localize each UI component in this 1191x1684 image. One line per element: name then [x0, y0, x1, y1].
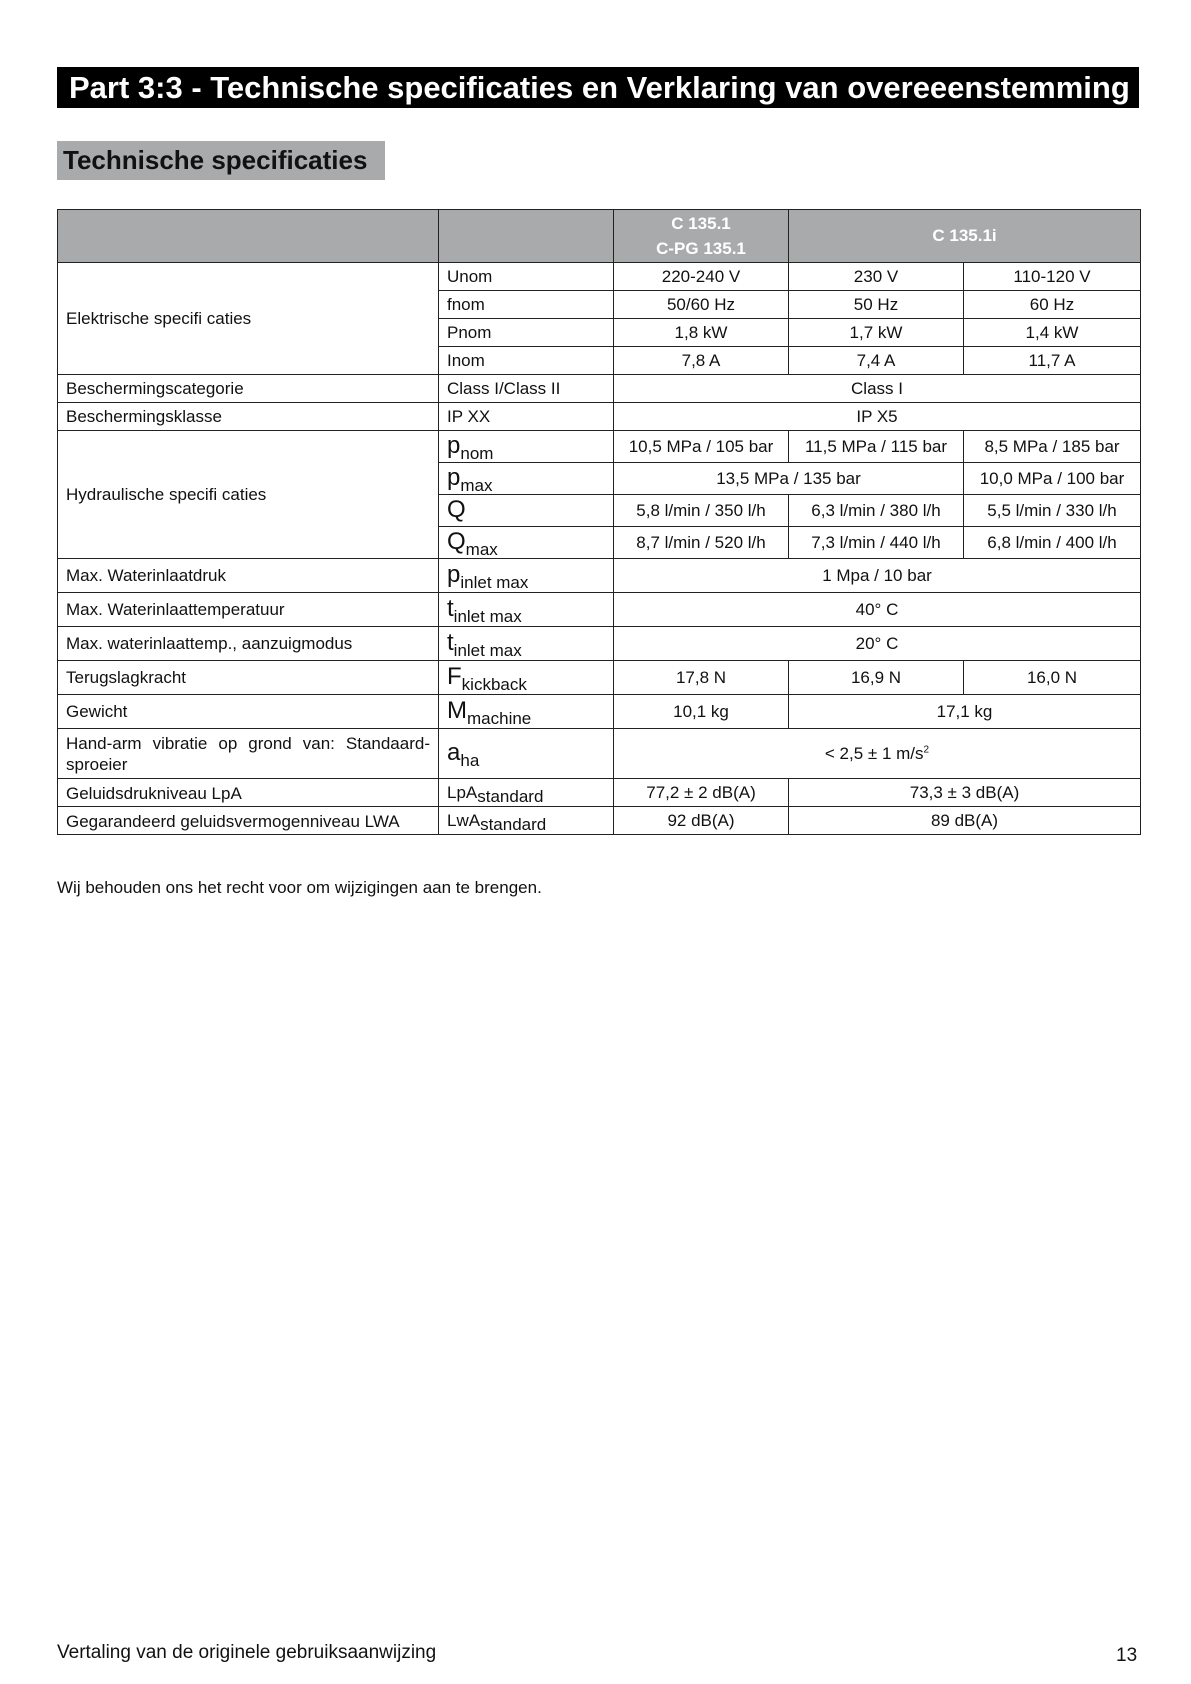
symbol-main: t: [447, 629, 454, 656]
symbol-subscript: inlet max: [453, 641, 522, 660]
header-model-line1: C 135.1: [671, 214, 731, 233]
symbol-main: LwA: [447, 811, 481, 830]
row-symbol: Pnom: [439, 319, 614, 347]
row-label: Max. Waterinlaattemperatuur: [58, 593, 439, 627]
cell-value: [614, 729, 1141, 779]
symbol-main: Q: [447, 496, 466, 523]
cell-value: 220-240 V: [614, 263, 789, 291]
row-symbol: [439, 463, 614, 495]
row-symbol: [439, 661, 614, 695]
table-row: [58, 807, 1141, 835]
cell-value: 8,5 MPa / 185 bar: [964, 431, 1141, 463]
table-row: [58, 729, 1141, 779]
cell-value: 110-120 V: [964, 263, 1141, 291]
symbol-subscript: inlet max: [453, 607, 522, 626]
row-label: Elektrische specifi caties: [58, 263, 439, 375]
page-number: 13: [1116, 1645, 1138, 1666]
vibration-exponent: 2: [923, 743, 930, 755]
cell-value: 13,5 MPa / 135 bar: [614, 463, 964, 495]
spec-table: [57, 209, 1141, 835]
symbol-subscript: standard: [477, 787, 544, 806]
cell-value: 1,8 kW: [614, 319, 789, 347]
cell-value: 5,5 l/min / 330 l/h: [964, 495, 1141, 527]
row-symbol: IP XX: [439, 403, 614, 431]
cell-value: 16,9 N: [789, 661, 964, 695]
cell-value: 7,8 A: [614, 347, 789, 375]
cell-value: 5,8 l/min / 350 l/h: [614, 495, 789, 527]
symbol-main: t: [447, 595, 454, 622]
symbol-subscript: inlet max: [460, 573, 529, 592]
symbol-main: a: [447, 739, 461, 766]
cell-value: 11,7 A: [964, 347, 1141, 375]
header-model-c135-1i: C 135.1i: [789, 210, 1141, 263]
table-row: [58, 593, 1141, 627]
section-heading: Technische specificaties: [57, 141, 385, 180]
symbol-subscript: ha: [460, 751, 480, 770]
symbol-subscript: machine: [467, 709, 532, 728]
cell-value: 50 Hz: [789, 291, 964, 319]
table-row: [58, 695, 1141, 729]
symbol-subscript: max: [465, 540, 498, 559]
cell-value: 7,4 A: [789, 347, 964, 375]
table-row: [58, 627, 1141, 661]
row-symbol: [439, 627, 614, 661]
cell-value: Class I: [614, 375, 1141, 403]
row-symbol: [439, 495, 614, 527]
cell-value: IP X5: [614, 403, 1141, 431]
cell-value: 10,0 MPa / 100 bar: [964, 463, 1141, 495]
row-label: Gewicht: [58, 695, 439, 729]
row-label: Hand-arm vibratie op grond van: Standaard-sproeier: [58, 729, 439, 779]
disclaimer-note: Wij behouden ons het recht voor om wijzigingen aan te brengen.: [57, 878, 542, 897]
header-model-line2: C-PG 135.1: [656, 239, 746, 258]
cell-value: 50/60 Hz: [614, 291, 789, 319]
symbol-subscript: nom: [460, 444, 494, 463]
cell-value: 20° C: [614, 627, 1141, 661]
symbol-main: p: [447, 561, 461, 588]
table-header-row: [58, 210, 1141, 263]
table-row: [58, 779, 1141, 807]
cell-value: 17,8 N: [614, 661, 789, 695]
row-symbol: [439, 527, 614, 559]
cell-value: 7,3 l/min / 440 l/h: [789, 527, 964, 559]
row-label: Max. waterinlaattemp., aanzuigmodus: [58, 627, 439, 661]
cell-value: 92 dB(A): [614, 807, 789, 835]
symbol-subscript: kickback: [461, 675, 527, 694]
row-symbol: [439, 593, 614, 627]
row-symbol: [439, 729, 614, 779]
cell-value: 230 V: [789, 263, 964, 291]
row-symbol: Inom: [439, 347, 614, 375]
symbol-main: F: [447, 663, 462, 690]
cell-value: 73,3 ± 3 dB(A): [789, 779, 1141, 807]
cell-value: 11,5 MPa / 115 bar: [789, 431, 964, 463]
symbol-main: Q: [447, 528, 466, 555]
cell-value: 89 dB(A): [789, 807, 1141, 835]
table-row: [58, 559, 1141, 593]
symbol-subscript: max: [460, 476, 493, 495]
header-empty-desc: [58, 210, 439, 263]
table-row: [58, 403, 1141, 431]
cell-value: 6,8 l/min / 400 l/h: [964, 527, 1141, 559]
row-label: Geluidsdrukniveau LpA: [58, 779, 439, 807]
symbol-main: p: [447, 432, 461, 459]
table-row: [58, 431, 1141, 463]
row-symbol: [439, 559, 614, 593]
symbol-main: p: [447, 464, 461, 491]
header-empty-symbol: [439, 210, 614, 263]
row-label: Hydraulische specifi caties: [58, 431, 439, 559]
table-row: [58, 375, 1141, 403]
row-symbol: fnom: [439, 291, 614, 319]
cell-value: 1 Mpa / 10 bar: [614, 559, 1141, 593]
cell-value: 10,1 kg: [614, 695, 789, 729]
symbol-main: M: [447, 697, 467, 724]
cell-value: 1,4 kW: [964, 319, 1141, 347]
cell-value: 16,0 N: [964, 661, 1141, 695]
symbol-subscript: standard: [480, 815, 547, 834]
cell-value: 10,5 MPa / 105 bar: [614, 431, 789, 463]
row-symbol: [439, 779, 614, 807]
cell-value: 77,2 ± 2 dB(A): [614, 779, 789, 807]
row-label: Terugslagkracht: [58, 661, 439, 695]
cell-value: 60 Hz: [964, 291, 1141, 319]
row-symbol: [439, 695, 614, 729]
cell-value: 1,7 kW: [789, 319, 964, 347]
cell-value: 17,1 kg: [789, 695, 1141, 729]
table-row: [58, 661, 1141, 695]
cell-value: 8,7 l/min / 520 l/h: [614, 527, 789, 559]
row-label: Beschermingscategorie: [58, 375, 439, 403]
page-title: Part 3:3 - Technische specificaties en Verklaring van overeeenstemming: [57, 67, 1139, 108]
cell-value: 40° C: [614, 593, 1141, 627]
row-symbol: Class I/Class II: [439, 375, 614, 403]
row-symbol: [439, 807, 614, 835]
row-symbol: Unom: [439, 263, 614, 291]
header-model-c135-1: [614, 210, 789, 263]
row-label: Gegarandeerd geluidsvermogenniveau LWA: [58, 807, 439, 835]
row-label: Beschermingsklasse: [58, 403, 439, 431]
row-label: Max. Waterinlaatdruk: [58, 559, 439, 593]
row-symbol: [439, 431, 614, 463]
vibration-value: < 2,5 ± 1 m/s: [824, 743, 924, 763]
footer-text: Vertaling van de originele gebruiksaanwijzing: [57, 1642, 437, 1663]
table-row: [58, 263, 1141, 291]
cell-value: 6,3 l/min / 380 l/h: [789, 495, 964, 527]
symbol-main: LpA: [447, 783, 478, 802]
